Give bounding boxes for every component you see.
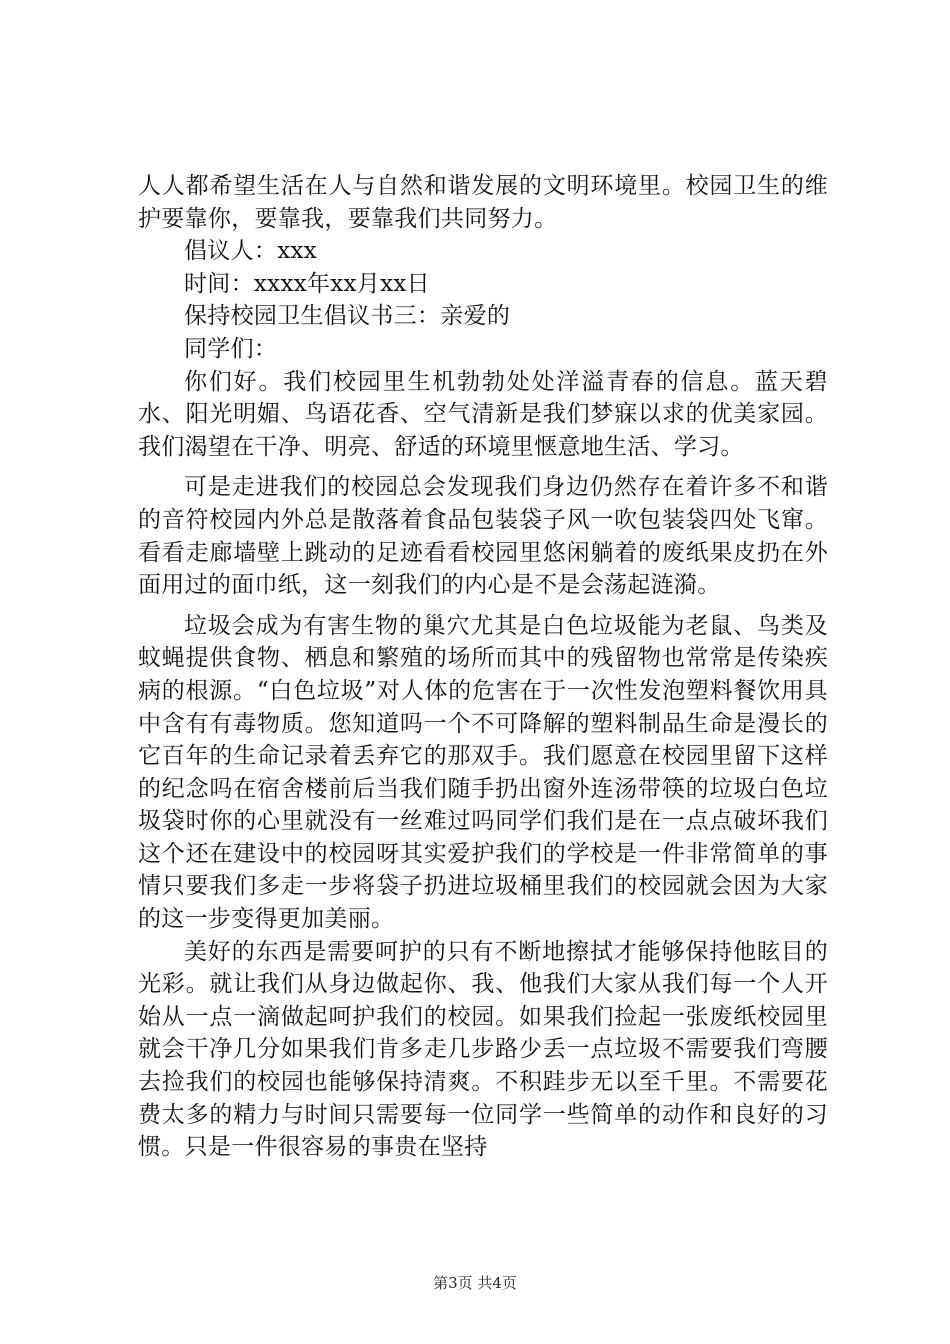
document-body [138,170,828,1164]
paragraph-problem: 可是走进我们的校园总会发现我们身边仍然存在着许多不和谐的音符校园内外总是散落着食品包装袋子风一吹包装袋四处飞窜。看看走廊墙壁上跳动的足迹看看校园里悠闲躺着的废纸果皮扔在外面用过的面巾纸，这一刻我们的内心是不是会荡起涟漪。 [138,474,828,599]
proposal-three-heading: 保持校园卫生倡议书三：亲爱的 [184,303,511,330]
paragraph-intro-closing: 人人都希望生活在人与自然和谐发展的文明环境里。校园卫生的维护要靠你，要靠我，要靠我们共同努力。 [138,173,828,232]
salutation-line: 同学们： [184,335,278,362]
page-footer: 第3页 共4页 [433,1274,517,1292]
paragraph-call-to-action: 美好的东西是需要呵护的只有不断地擦拭才能够保持他眩目的光彩。就让我们从身边做起你、我、他我们大家从我们每一个人开始从一点一滴做起呵护我们的校园。如果我们捡起一张废纸校园里就会干净几分如果我们肯多走几步路少丢一点垃圾不需要我们弯腰去捡我们的校园也能够保持清爽。不积跬步无以至千里。不需要花费太多的精力与时间只需要每一位同学一些简单的动作和良好的习惯。只是一件很容易的事贵在坚持 [138,938,828,1161]
date-line: 时间：xxxx年xx月xx日 [184,270,430,297]
paragraph-greeting: 你们好。我们校园里生机勃勃处处洋溢青春的信息。蓝天碧水、阳光明媚、鸟语花香、空气清新是我们梦寐以求的优美家园。我们渴望在干净、明亮、舒适的环境里惬意地生活、学习。 [138,368,828,460]
initiator-line: 倡议人：xxx [184,238,318,265]
paragraph-white-garbage: 垃圾会成为有害生物的巢穴尤其是白色垃圾能为老鼠、鸟类及蚊蝇提供食物、栖息和繁殖的场所而其中的残留物也常常是传染疾病的根源。“白色垃圾”对人体的危害在于一次性发泡塑料餐饮用具中含有有毒物质。您知道吗一个不可降解的塑料制品生命是漫长的它百年的生命记录着丢弃它的那双手。我们愿意在校园里留下这样的纪念吗在宿舍楼前后当我们随手扔出窗外连汤带筷的垃圾白色垃圾袋时你的心里就没有一丝难过吗同学们我们是在一点点破坏我们这个还在建设中的校园呀其实爱护我们的学校是一件非常简单的事情只要我们多走一步将袋子扔进垃圾桶里我们的校园就会因为大家的这一步变得更加美丽。 [138,612,828,933]
